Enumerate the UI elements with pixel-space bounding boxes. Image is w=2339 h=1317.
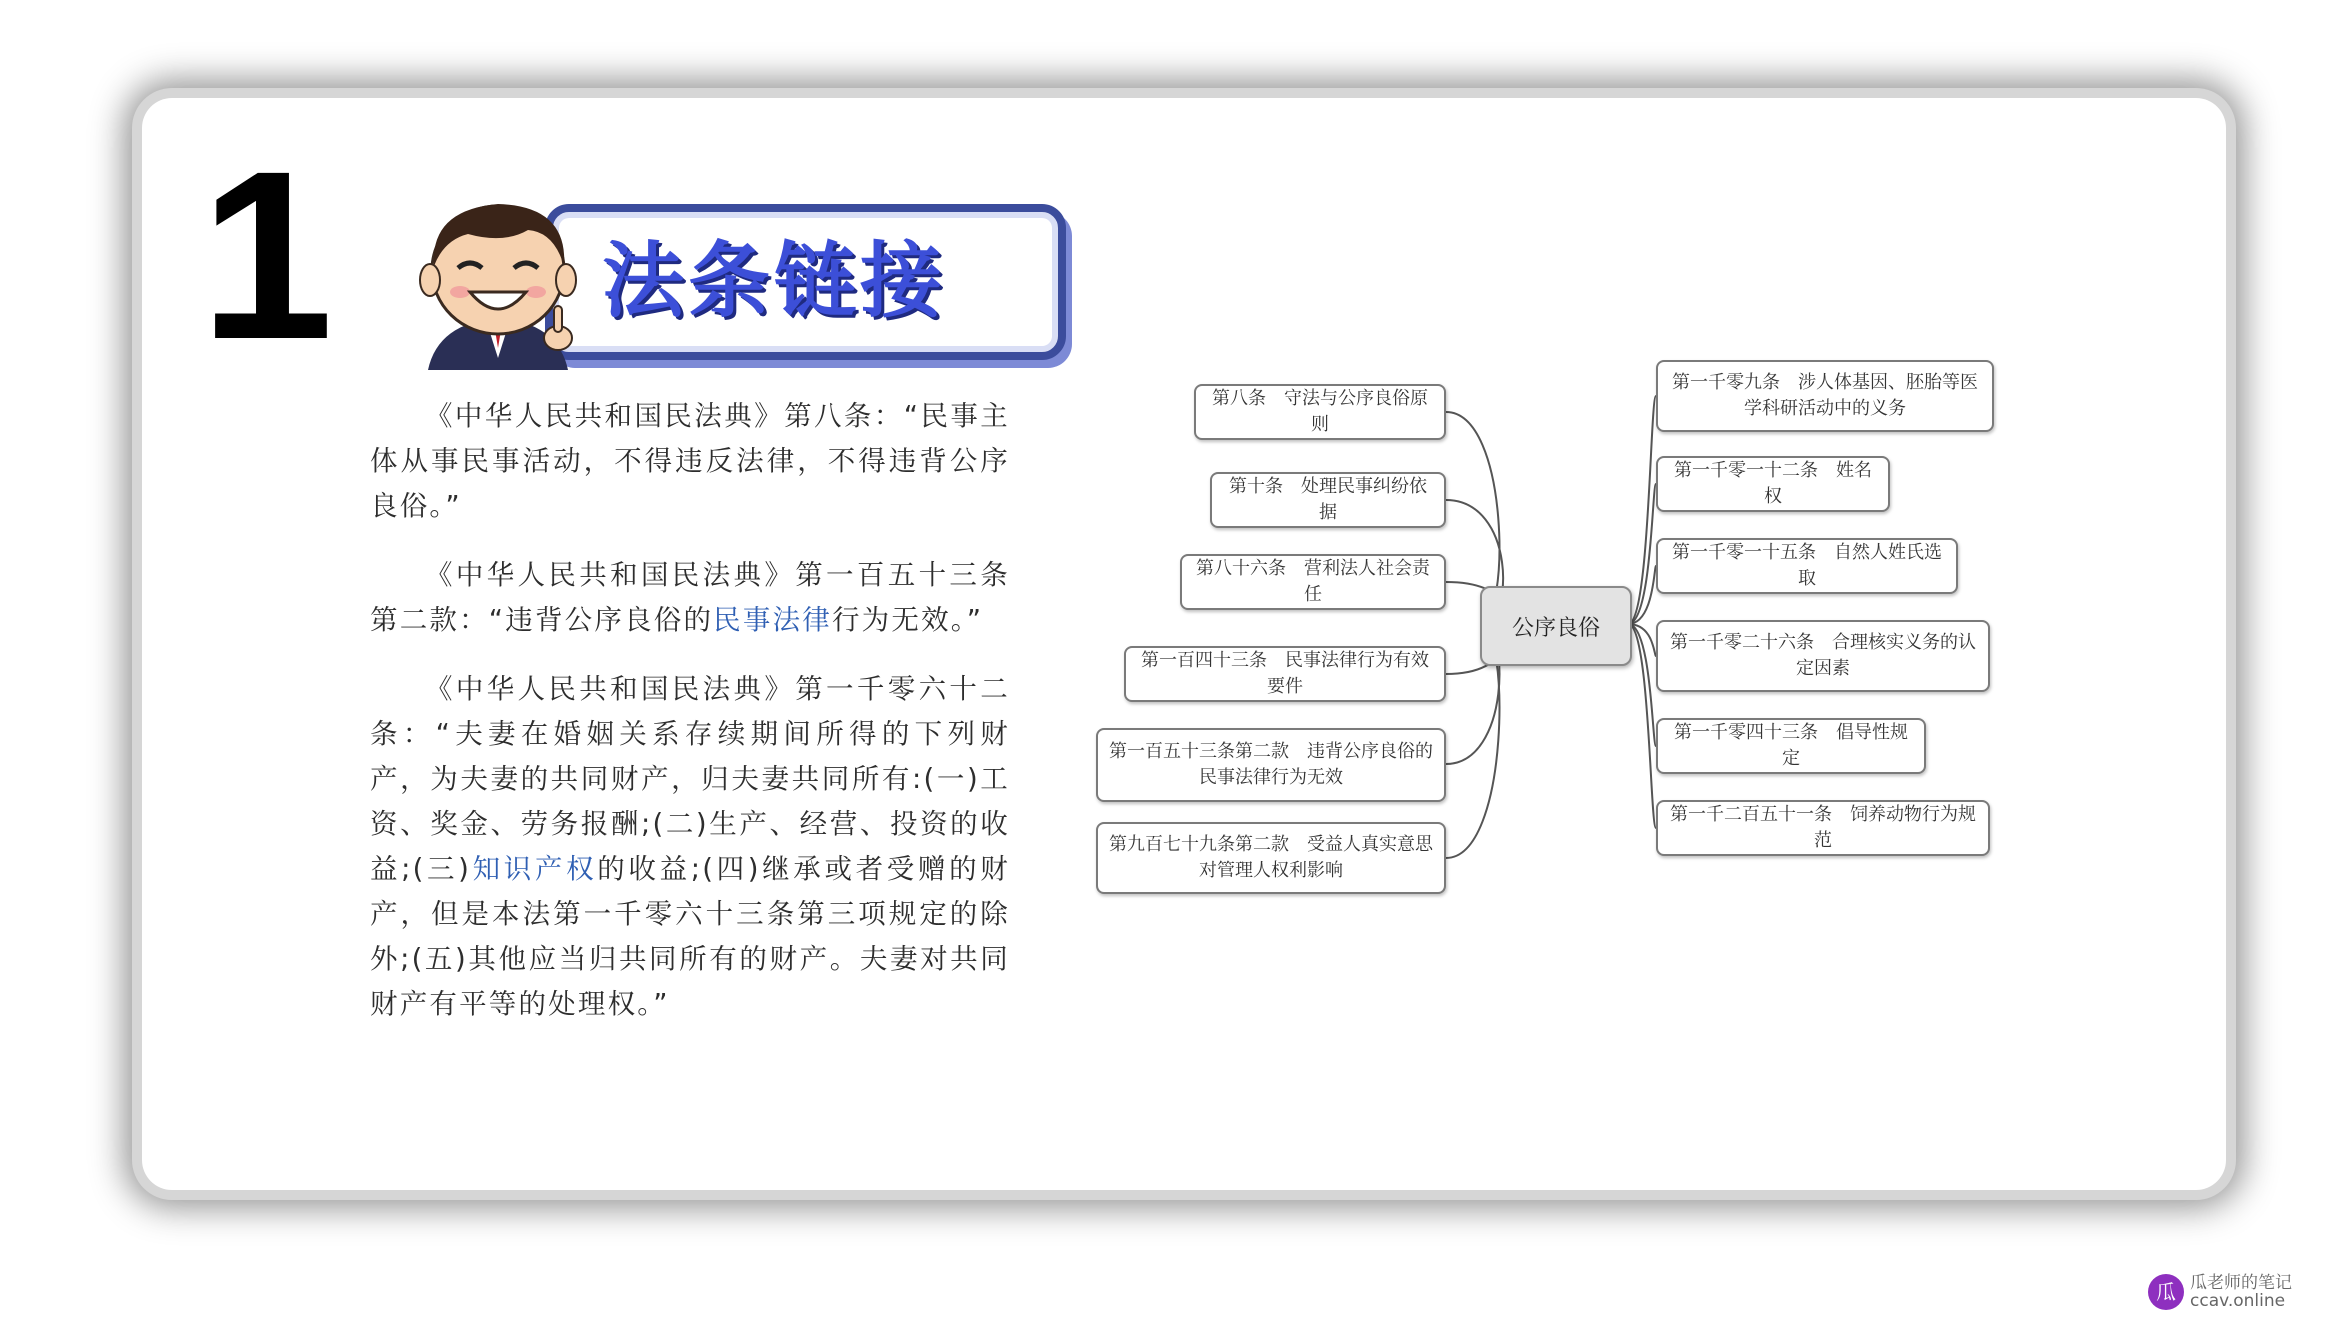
law-link-banner bbox=[370, 172, 1070, 372]
slide-number: 1 bbox=[200, 121, 334, 389]
mind-map-left-node: 第十条 处理民事纠纷依据 bbox=[1210, 472, 1446, 528]
mind-map-right-node: 第一千零一十五条 自然人姓氏选取 bbox=[1656, 538, 1958, 594]
mind-map-left-node: 第一百五十三条第二款 违背公序良俗的民事法律行为无效 bbox=[1096, 728, 1446, 802]
mind-map bbox=[1090, 350, 2010, 910]
lawyer-mascot-icon bbox=[408, 188, 588, 370]
mind-map-right-node: 第一千零九条 涉人体基因、胚胎等医学科研活动中的义务 bbox=[1656, 360, 1994, 432]
banner-title: 法条链接 bbox=[602, 234, 947, 329]
mind-map-left-node: 第八条 守法与公序良俗原则 bbox=[1194, 384, 1446, 440]
law-p2-part-a: 《中华人民共和国民法典》第一百五十三条第二款：“违背公序良俗的 bbox=[370, 559, 1010, 636]
link-civil-law[interactable]: 民事法律 bbox=[713, 604, 832, 636]
law-p2-part-b: 行为无效。” bbox=[831, 604, 984, 636]
mind-map-right-node: 第一千零四十三条 倡导性规定 bbox=[1656, 718, 1926, 774]
mind-map-left-node: 第一百四十三条 民事法律行为有效要件 bbox=[1124, 646, 1446, 702]
law-p3-part-a: 《中华人民共和国民法典》第一千零六十二条：“夫妻在婚姻关系存续期间所得的下列财产，为夫妻的共同财产，归夫妻共同所有:(一)工资、奖金、劳务报酬;(二)生产、经营、投资的收益;(三) bbox=[370, 673, 1010, 885]
law-paragraph-article-8-text: 《中华人民共和国民法典》第八条：“民事主体从事民事活动，不得违反法律，不得违背公序良俗。” bbox=[370, 400, 1010, 522]
mind-map-right-node: 第一千零二十六条 合理核实义务的认定因素 bbox=[1656, 620, 1990, 692]
mind-map-center-node: 公序良俗 bbox=[1480, 586, 1632, 666]
watermark-logo-icon: 瓜 bbox=[2148, 1274, 2184, 1310]
law-paragraph-article-8 bbox=[370, 394, 1010, 529]
mind-map-right-node: 第一千零一十二条 姓名权 bbox=[1656, 456, 1890, 512]
watermark-text bbox=[2190, 1274, 2292, 1310]
law-text-block bbox=[370, 394, 1010, 1051]
mind-map-left-node: 第九百七十九条第二款 受益人真实意思对管理人权利影响 bbox=[1096, 822, 1446, 894]
watermark-line-1: 瓜老师的笔记 bbox=[2190, 1273, 2292, 1293]
law-paragraph-article-1062 bbox=[370, 667, 1010, 1027]
watermark-line-2: ccav.online bbox=[2190, 1291, 2286, 1311]
mind-map-left-node: 第八十六条 营利法人社会责任 bbox=[1180, 554, 1446, 610]
watermark bbox=[2148, 1272, 2333, 1312]
link-intellectual-property[interactable]: 知识产权 bbox=[471, 853, 598, 885]
law-paragraph-article-153 bbox=[370, 553, 1010, 643]
law-p3-part-b: 的收益;(四)继承或者受赠的财产，但是本法第一千零六十三条第三项规定的除外;(五)其他应当归共同所有的财产。夫妻对共同财产有平等的处理权。” bbox=[370, 853, 1010, 1020]
mind-map-right-node: 第一千二百五十一条 饲养动物行为规范 bbox=[1656, 800, 1990, 856]
